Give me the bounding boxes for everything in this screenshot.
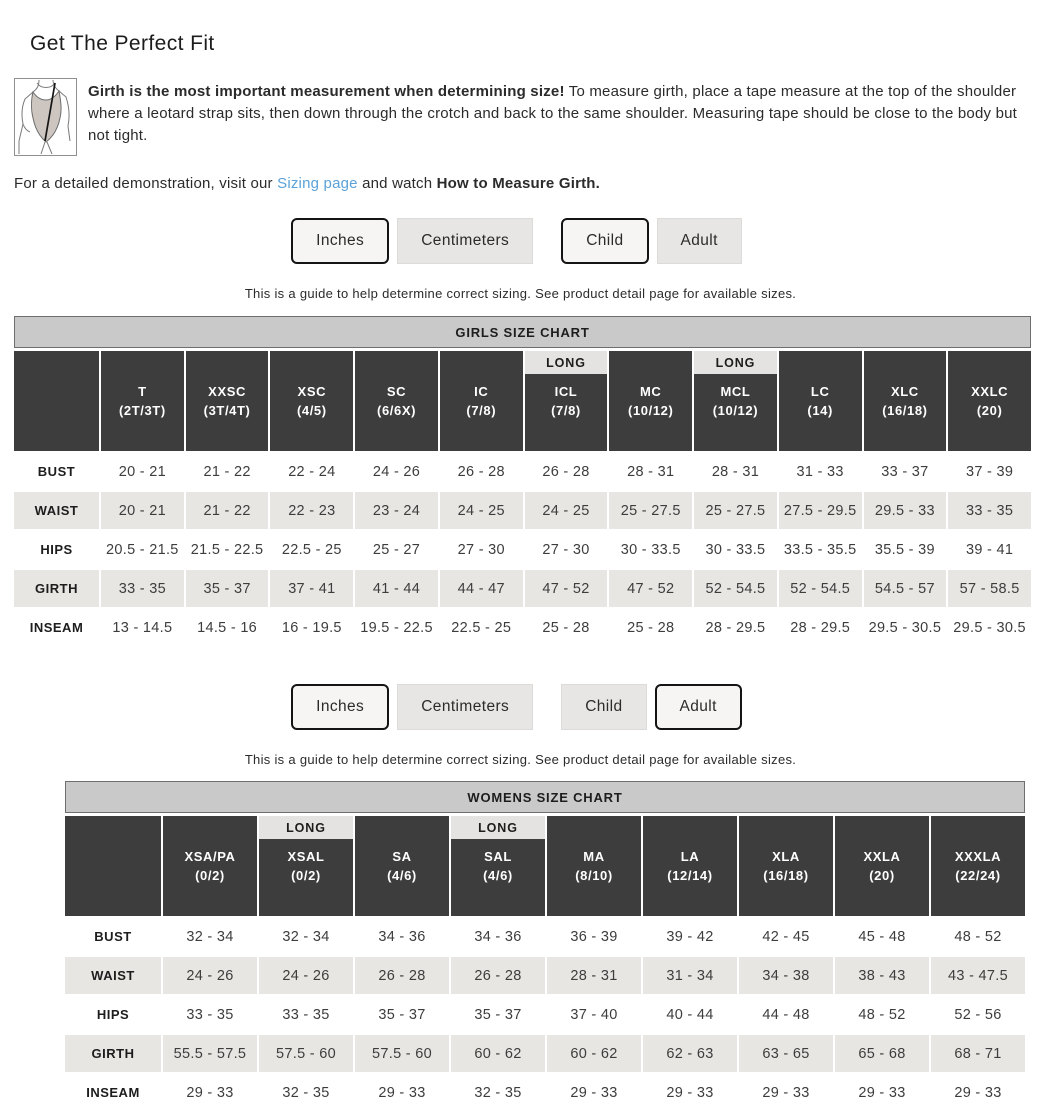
size-value-cell: 48 - 52 [835,996,929,1033]
size-value-cell: 20 - 21 [101,492,184,529]
size-value-cell: 20.5 - 21.5 [101,531,184,568]
size-column-label: SC (6/6X) [377,384,417,418]
girls-unit-toggle-centimeters[interactable]: Centimeters [397,218,533,264]
size-value-cell: 39 - 42 [643,918,737,955]
size-value-cell: 26 - 28 [440,453,523,490]
size-value-cell: 28 - 31 [547,957,641,994]
size-column-label: MCL (10/12) [712,384,759,418]
girth-intro-bold: Girth is the most important measurement when determining size! [88,83,565,100]
size-column-header-xxla [835,816,929,916]
size-value-cell: 37 - 41 [270,570,353,607]
size-value-cell: 55.5 - 57.5 [163,1035,257,1072]
size-value-cell: 33 - 35 [259,996,353,1033]
chart-header-corner-cell [14,351,99,451]
womens-unit-toggle-centimeters[interactable]: Centimeters [397,684,533,730]
size-column-label: IC (7/8) [466,384,497,418]
size-value-cell: 52 - 54.5 [694,570,777,607]
size-column-header-la [643,816,737,916]
measurement-row-label-girth: GIRTH [14,570,99,607]
size-value-cell: 26 - 28 [525,453,608,490]
size-value-cell: 33 - 35 [101,570,184,607]
size-value-cell: 23 - 24 [355,492,438,529]
girth-intro-section [14,78,1027,156]
size-value-cell: 35.5 - 39 [864,531,947,568]
size-value-cell: 25 - 27 [355,531,438,568]
measurement-row-label-inseam: INSEAM [14,609,99,646]
size-value-cell: 42 - 45 [739,918,833,955]
size-column-label: ICL (7/8) [551,384,581,418]
measurement-row-label-bust: BUST [14,453,99,490]
size-value-cell: 29 - 33 [163,1074,257,1111]
size-value-cell: 35 - 37 [355,996,449,1033]
size-value-cell: 36 - 39 [547,918,641,955]
size-value-cell: 32 - 34 [163,918,257,955]
size-value-cell: 68 - 71 [931,1035,1025,1072]
size-value-cell: 29.5 - 30.5 [948,609,1031,646]
long-badge: LONG [525,351,608,374]
girls-size-chart [14,316,1031,646]
size-value-cell: 57.5 - 60 [355,1035,449,1072]
size-column-header-sa [355,816,449,916]
size-column-header-lc [779,351,862,451]
size-value-cell: 29.5 - 33 [864,492,947,529]
size-value-cell: 27 - 30 [440,531,523,568]
size-value-cell: 29 - 33 [835,1074,929,1111]
size-value-cell: 52 - 54.5 [779,570,862,607]
size-column-label: XSC (4/5) [296,384,327,418]
size-value-cell: 32 - 34 [259,918,353,955]
size-column-label: XSA/PA (0/2) [184,849,236,883]
womens-size-chart [65,781,1025,1111]
size-value-cell: 65 - 68 [835,1035,929,1072]
size-value-cell: 25 - 28 [525,609,608,646]
size-column-header-xlc [864,351,947,451]
size-value-cell: 47 - 52 [525,570,608,607]
size-value-cell: 29 - 33 [931,1074,1025,1111]
size-column-label: XXLA (20) [863,849,901,883]
size-column-header-xsc [270,351,353,451]
size-value-cell: 35 - 37 [186,570,269,607]
measurement-row-label-waist: WAIST [14,492,99,529]
measurement-row-label-hips: HIPS [65,996,161,1033]
size-value-cell: 19.5 - 22.5 [355,609,438,646]
size-value-cell: 43 - 47.5 [931,957,1025,994]
womens-unit-toggle-inches[interactable]: Inches [291,684,389,730]
size-column-label: XXSC (3T/4T) [203,384,251,418]
measurement-row-label-inseam: INSEAM [65,1074,161,1111]
measurement-row-label-hips: HIPS [14,531,99,568]
size-value-cell: 31 - 33 [779,453,862,490]
size-value-cell: 63 - 65 [739,1035,833,1072]
size-value-cell: 21 - 22 [186,492,269,529]
size-value-cell: 37 - 39 [948,453,1031,490]
size-value-cell: 21.5 - 22.5 [186,531,269,568]
demo-video-title: How to Measure Girth. [436,175,601,192]
size-column-label: MC (10/12) [628,384,674,418]
size-value-cell: 26 - 28 [451,957,545,994]
girls-age-toggle-adult[interactable]: Adult [657,218,742,264]
size-value-cell: 34 - 36 [451,918,545,955]
size-value-cell: 33 - 37 [864,453,947,490]
size-value-cell: 25 - 28 [609,609,692,646]
size-value-cell: 47 - 52 [609,570,692,607]
size-value-cell: 25 - 27.5 [609,492,692,529]
size-column-label: XLC (16/18) [882,384,928,418]
size-value-cell: 39 - 41 [948,531,1031,568]
size-value-cell: 62 - 63 [643,1035,737,1072]
long-badge: LONG [451,816,545,839]
leotard-girth-diagram-icon [14,78,77,156]
size-value-cell: 44 - 47 [440,570,523,607]
size-value-cell: 28 - 31 [609,453,692,490]
girth-intro-text [88,78,1027,147]
size-value-cell: 24 - 25 [440,492,523,529]
size-value-cell: 22 - 23 [270,492,353,529]
chart-grid [65,816,1025,1111]
size-value-cell: 37 - 40 [547,996,641,1033]
size-value-cell: 48 - 52 [931,918,1025,955]
size-value-cell: 14.5 - 16 [186,609,269,646]
chart-grid [14,351,1031,646]
measurement-row-label-waist: WAIST [65,957,161,994]
size-column-header-xxlc [948,351,1031,451]
size-column-label: T (2T/3T) [118,384,166,418]
size-guide-page [0,32,1041,1111]
size-column-label: SAL (4/6) [483,849,513,883]
page-title: Get The Perfect Fit [30,32,215,55]
size-value-cell: 20 - 21 [101,453,184,490]
size-column-label: XXXLA (22/24) [954,849,1002,883]
chart-title-bar: WOMENS SIZE CHART [65,781,1025,813]
size-value-cell: 52 - 56 [931,996,1025,1033]
size-value-cell: 27.5 - 29.5 [779,492,862,529]
size-value-cell: 30 - 33.5 [694,531,777,568]
womens-toggle-row [0,684,1041,730]
size-value-cell: 34 - 36 [355,918,449,955]
size-value-cell: 22 - 24 [270,453,353,490]
size-value-cell: 28 - 29.5 [694,609,777,646]
demo-middle: and watch [357,175,437,192]
size-value-cell: 32 - 35 [451,1074,545,1111]
size-value-cell: 33 - 35 [163,996,257,1033]
demo-prefix: For a detailed demonstration, visit our [14,175,278,192]
girls-unit-toggle-inches[interactable]: Inches [291,218,389,264]
size-column-header-xsa-pa [163,816,257,916]
size-column-header-xla [739,816,833,916]
size-column-header-mcl [694,351,777,451]
size-value-cell: 34 - 38 [739,957,833,994]
size-column-header-xsal [259,816,353,916]
size-value-cell: 41 - 44 [355,570,438,607]
size-column-header-icl [525,351,608,451]
size-column-header-t [101,351,184,451]
size-value-cell: 38 - 43 [835,957,929,994]
size-column-header-sal [451,816,545,916]
girls-sizing-note: This is a guide to help determine correct sizing. See product detail page for available sizes. [244,286,797,301]
size-column-header-xxxla [931,816,1025,916]
size-value-cell: 44 - 48 [739,996,833,1033]
size-value-cell: 16 - 19.5 [270,609,353,646]
size-value-cell: 40 - 44 [643,996,737,1033]
demo-line [14,175,1027,192]
size-value-cell: 29 - 33 [739,1074,833,1111]
size-value-cell: 60 - 62 [547,1035,641,1072]
size-value-cell: 13 - 14.5 [101,609,184,646]
size-column-label: XSAL (0/2) [287,849,325,883]
size-value-cell: 35 - 37 [451,996,545,1033]
size-value-cell: 60 - 62 [451,1035,545,1072]
long-badge: LONG [694,351,777,374]
size-value-cell: 29 - 33 [643,1074,737,1111]
size-value-cell: 31 - 34 [643,957,737,994]
size-value-cell: 25 - 27.5 [694,492,777,529]
size-value-cell: 33.5 - 35.5 [779,531,862,568]
girls-toggle-row [0,218,1041,264]
womens-age-toggle-child[interactable]: Child [561,684,646,730]
size-column-label: SA (4/6) [387,849,417,883]
size-value-cell: 28 - 29.5 [779,609,862,646]
size-value-cell: 26 - 28 [355,957,449,994]
size-value-cell: 29 - 33 [355,1074,449,1111]
measurement-row-label-girth: GIRTH [65,1035,161,1072]
size-column-header-mc [609,351,692,451]
size-value-cell: 32 - 35 [259,1074,353,1111]
size-column-label: LC (14) [807,384,833,418]
sizing-page-link[interactable]: Sizing page [277,175,358,192]
size-value-cell: 24 - 26 [163,957,257,994]
size-value-cell: 24 - 25 [525,492,608,529]
chart-header-corner-cell [65,816,161,916]
size-value-cell: 21 - 22 [186,453,269,490]
size-value-cell: 28 - 31 [694,453,777,490]
womens-sizing-note: This is a guide to help determine correct sizing. See product detail page for available sizes. [244,752,797,767]
size-column-label: XLA (16/18) [763,849,809,883]
size-column-label: MA (8/10) [575,849,613,883]
size-value-cell: 24 - 26 [259,957,353,994]
size-value-cell: 27 - 30 [525,531,608,568]
size-value-cell: 29 - 33 [547,1074,641,1111]
size-column-label: XXLC (20) [971,384,1009,418]
size-value-cell: 45 - 48 [835,918,929,955]
size-value-cell: 29.5 - 30.5 [864,609,947,646]
chart-title-bar: GIRLS SIZE CHART [14,316,1031,348]
size-value-cell: 22.5 - 25 [270,531,353,568]
size-value-cell: 33 - 35 [948,492,1031,529]
size-value-cell: 57.5 - 60 [259,1035,353,1072]
girls-age-toggle-child[interactable]: Child [561,218,648,264]
size-value-cell: 30 - 33.5 [609,531,692,568]
size-column-header-xxsc [186,351,269,451]
size-value-cell: 54.5 - 57 [864,570,947,607]
size-value-cell: 22.5 - 25 [440,609,523,646]
size-value-cell: 57 - 58.5 [948,570,1031,607]
size-column-header-sc [355,351,438,451]
girth-intro-rest: To measure girth, place a tape measure at the top of the shoulder where a leotard strap sits, then down through the crotch and back to the same shoulder. Measuring tape should be close to the body but not tight. [88,83,1018,144]
measurement-row-label-bust: BUST [65,918,161,955]
size-value-cell: 24 - 26 [355,453,438,490]
size-column-header-ic [440,351,523,451]
size-column-label: LA (12/14) [667,849,713,883]
womens-age-toggle-adult[interactable]: Adult [655,684,742,730]
size-column-header-ma [547,816,641,916]
long-badge: LONG [259,816,353,839]
